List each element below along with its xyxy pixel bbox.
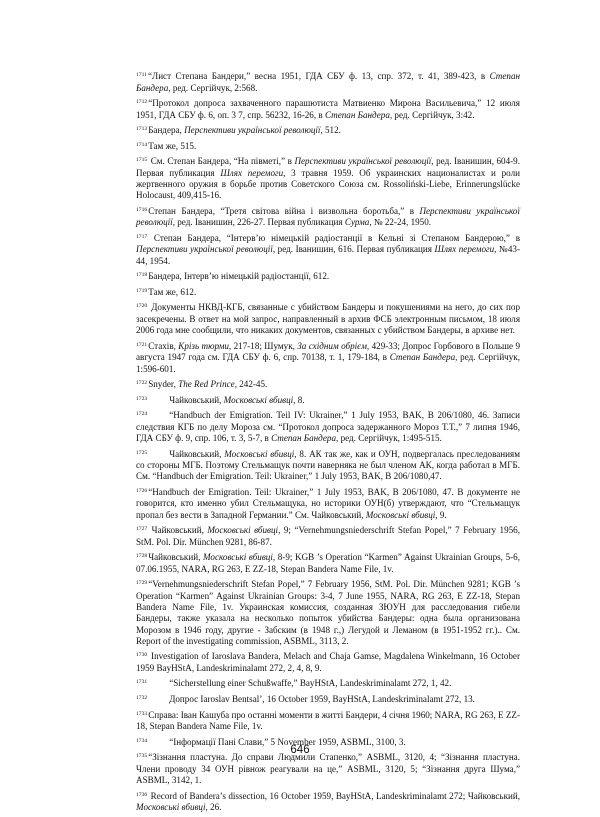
footnote-title-italic: Перспективи української революції, xyxy=(294,156,434,167)
footnote-text: 429-33; Допрос Горбового в Польше 9 августа 1947 года см. ГДА СБУ ф. 6, спр. 70138, т. 1, 179-184, в xyxy=(136,340,520,363)
footnote-text: №43-44, 1954. xyxy=(136,244,520,266)
footnote-1718 xyxy=(136,270,520,283)
footnote-text: ред. Сергійчук, 1:596-601. xyxy=(136,352,520,374)
footnote-1729 xyxy=(136,578,520,647)
footnote-text: № 22-24, 1950. xyxy=(371,217,432,228)
footnote-text: “Handbuch der Emigration. Teil: Ukrainer,” 1 July 1953, BAK, B 206/1080, 47. В документе не говорится, кто именно убил Стельмащука, но историки ОУН(б) утверждают, что “Стельмащук пропал без вести в Западной Германии.” См. Чайковський, xyxy=(136,487,520,520)
footnote-text: Чайковський, xyxy=(148,552,203,563)
footnote-1731 xyxy=(136,677,520,690)
footnote-number: 1718 xyxy=(136,272,148,279)
footnote-title-italic: Степан Бандера, xyxy=(271,433,339,444)
footnote-number: 1722 xyxy=(136,380,148,386)
footnote-title-italic: The Red Prince, xyxy=(178,379,237,390)
footnote-title-italic: Перспективи української революції, xyxy=(184,125,323,136)
footnote-text: “Vernehmungsniederschrift Stefan Popel,” 7 February 1956, StM. Pol. Dir. München 9281; KGB ’s Operation “Karmen” Against Ukrainian Groups: 3-4, 7 June 1955, NARA, RG 263, E ZZ-18, Stepan Bandera Name File, 1v. Украинская комиссия, созданная ЗЮУН для расследования гибели Бандеры, также указала на несколько попыток убийства Бандеры: одна была организована Морозом в 1946 году, другие - Забским (в 1948 г.,) Легудой и Леманом (в 1951-1952 гг.).. См. Report of the investigating commission, ASBML, 3113, 2. xyxy=(136,579,520,647)
footnote-text: 8. АК так же, как и ОУН, подвергалась преследованиям со стороны МГБ. Поэтому Стельмащук почти наверняка не был членом АК, когда работал в МГБ. См. “Handbuch der Emigration. Teil: Ukrainer,” 1 July 1953, BAK, B 206/1080,47. xyxy=(136,448,520,482)
footnote-text: 3 травня 1959. Об украинских националистах и роли жертвенного оружия в борьбе против Советского Союза см. Rossoliński-Liebe, Erinnerungslücke Holocaust, 409,415-16. xyxy=(136,167,520,201)
footnote-1732 xyxy=(136,693,520,706)
footnote-1728 xyxy=(136,551,520,575)
footnote-text: 9; “Vernehmungsniederschrift Stefan Popel,” 7 February 1956, StM. Pol. Dir. München 9281, 86-87. xyxy=(136,525,520,547)
footnote-title-italic: Степан Бандера, xyxy=(136,71,520,93)
footnote-text: Чайковський, xyxy=(169,394,224,405)
footnote-1711 xyxy=(136,70,520,94)
footnote-number: 1715 xyxy=(136,157,148,164)
footnote-text: 8-9; KGB ’s Operation “Karmen” Against Ukrainian Groups, 5-6, 07.06.1955, NARA, RG 263, E ZZ-18, Stepan Bandera Name File, 1v. xyxy=(136,552,520,574)
footnote-number: 1731 xyxy=(136,679,148,686)
footnote-title-italic: Перспективи української революції, xyxy=(136,206,520,228)
footnote-1724 xyxy=(136,409,520,444)
footnote-title-italic: Перспективи української революції, xyxy=(136,244,276,255)
footnote-title-italic: Московські вбивці, xyxy=(224,448,297,459)
footnote-number: 1733 xyxy=(136,710,148,717)
footnote-number: 1732 xyxy=(136,695,148,702)
footnote-text: “Зізнання пластуна. До справи Людмили Стапенко,” ASBML, 3120, 4; “Зізнання пластуна. Члени проводу 34 ОУН рівнож реагували на це,” ASBML, 3120, 5; “Зізнання друга Шума,” ASBML, 3142, 1. xyxy=(136,752,520,786)
footnote-text: Степан Бандера, “Третя світова війна і визвольна боротьба,” в xyxy=(148,206,420,217)
footnote-1727 xyxy=(136,524,520,548)
footnote-number: 1734 xyxy=(136,737,148,744)
footnote-text: Record of Bandera’s dissection, 16 October 1959, BayHStA, Landeskriminalamt 272; Чайковський, xyxy=(148,790,520,801)
page-number: 646 xyxy=(290,744,310,756)
footnote-text: ред. Сергійчук, 3:42. xyxy=(392,109,475,120)
footnote-title-italic: Степан Бандера, xyxy=(389,352,458,363)
footnote-text: 8. xyxy=(295,394,305,405)
footnote-title-italic: Московські вбивці, xyxy=(223,394,296,405)
footnote-number: 1716 xyxy=(136,206,148,213)
footnote-title-italic: Сурма, xyxy=(344,217,372,228)
footnote-text: Чайковський, xyxy=(148,525,208,536)
footnote-title-italic: Московські вбивці, xyxy=(207,525,281,536)
footnote-text: 9. xyxy=(437,509,447,520)
footnote-text: Snyder, xyxy=(148,379,179,390)
footnote-1736 xyxy=(136,790,520,814)
footnote-1714 xyxy=(136,140,520,153)
footnote-text: Бандера, Інтерв’ю німецькій радіостанції, 612. xyxy=(148,271,330,282)
footnote-text: Стахів, xyxy=(148,340,179,351)
footnote-text: 512. xyxy=(322,125,341,136)
footnote-text: Бандера, xyxy=(148,125,185,136)
footnote-text: “Handbuch der Emigration. Teil IV: Ukrainer,” 1 July 1953, BAK, B 206/1080, 46. Записи следствия КГБ по делу Мороза см. “Протокол допроса задержанного Мороз Т.Т.,” 7 липня 1946, ГДА СБУ ф. 9, спр. 106, т. 3, 5-7, в xyxy=(136,410,520,444)
footnote-number: 1725 xyxy=(136,449,148,456)
footnote-1719 xyxy=(136,286,520,299)
footnote-1722 xyxy=(136,378,520,391)
footnote-text: ред. Іванишин, 616. Первая публикация xyxy=(275,244,435,255)
footnote-1730 xyxy=(136,650,520,674)
footnote-text: ред. Сергійчук, 2:568. xyxy=(170,82,258,93)
footnote-text: Чайковський, xyxy=(169,448,225,459)
footnote-1733 xyxy=(136,709,520,733)
footnote-text: Документы НКВД-КГБ, связанные с убийством Бандеры и покушениями на него, до сих пор засекречены. В ответ на мой запрос, направленный в архив ФСБ электронным письмом, 18 июля 2006 года мне сообщили, что никаких документов, связанных с убийством Бандеры, в архиве нет. xyxy=(136,302,520,336)
footnote-text: ред. Сергійчук, 1:495-515. xyxy=(338,433,442,444)
footnote-title-italic: Степан Бандера, xyxy=(324,109,393,120)
footnote-number: 1712 xyxy=(136,98,148,105)
footnote-text: 242-45. xyxy=(236,379,268,390)
footnote-title-italic: Шлях перемоги, xyxy=(220,167,286,178)
footnote-text: Там же, 515. xyxy=(148,140,197,151)
footnote-text: Там же, 612. xyxy=(148,286,197,297)
footnote-text: “Протокол допроса захваченного парашютиста Матвиенко Мирона Васильевича,” 12 июля 1951, ГДА СБУ ф. 6, оп. 3 7, спр. 56232, 16-26, в xyxy=(136,98,520,120)
footnote-1717 xyxy=(136,232,520,267)
footnote-text: Investigation of Iaroslava Bandera, Melach and Chaja Gamse, Magdalena Winkelmann, 16 October 1959 BayHStA, Landeskriminalamt 272, 2, 4, 8, 9. xyxy=(136,651,520,673)
footnotes-list xyxy=(136,70,520,817)
footnote-1721 xyxy=(136,340,520,375)
footnote-text: ред. Іванишин, 604-9. Первая публикация xyxy=(136,156,521,178)
footnote-number: 1726 xyxy=(136,487,148,494)
footnote-1723 xyxy=(136,394,520,407)
footnote-text: Справа: Іван Кашуба про останні моменти в житті Бандери, 4 січня 1960; NARA, RG 263, E ZZ-18, Stepan Bandera Name File, 1v. xyxy=(136,709,520,732)
footnote-1735 xyxy=(136,751,520,786)
footnote-number: 1711 xyxy=(136,72,147,78)
footnote-1715 xyxy=(136,155,520,202)
footnote-number: 1721 xyxy=(136,341,148,348)
footnote-1712 xyxy=(136,97,520,121)
footnote-1716 xyxy=(136,205,520,229)
footnote-title-italic: За східним обрієм, xyxy=(297,340,370,351)
footnote-text: “Sicherstellung einer Schußwaffe,” BayHStA, Landeskriminalamt 272, 1, 42. xyxy=(169,678,452,689)
footnote-number: 1728 xyxy=(136,553,148,560)
footnote-number: 1735 xyxy=(136,753,148,760)
footnote-number: 1719 xyxy=(136,287,148,294)
footnote-text: “Лист Степана Бандери,” весна 1951, ГДА СБУ ф. 13, спр. 372, т. 41, 389-423, в xyxy=(147,71,490,82)
footnote-1725 xyxy=(136,448,520,483)
footnote-title-italic: Московські вбивці, xyxy=(365,509,438,520)
footnote-text: Степан Бандера, “Інтерв’ю німецькій радіостанції в Кельні зі Степаном Бандерою,” в xyxy=(148,233,520,243)
footnote-text: См. Степан Бандера, “На півметі,” в xyxy=(148,156,295,167)
footnote-number: 1729 xyxy=(136,580,148,587)
footnote-title-italic: Крізь тюрми, xyxy=(178,340,232,351)
footnote-text: 217-18; Шумук, xyxy=(231,340,298,351)
footnote-text: 26. xyxy=(207,802,222,813)
footnote-1720 xyxy=(136,301,520,336)
footnote-number: 1730 xyxy=(136,652,148,659)
footnote-number: 1720 xyxy=(136,303,148,310)
footnote-1713 xyxy=(136,124,520,137)
footnote-number: 1723 xyxy=(136,395,148,402)
footnote-title-italic: Московські вбивці, xyxy=(202,552,276,563)
footnote-number: 1714 xyxy=(136,141,148,148)
footnote-number: 1717 xyxy=(136,233,148,240)
footnote-number: 1724 xyxy=(136,411,148,418)
footnote-number: 1713 xyxy=(136,125,148,132)
footnote-text: “Інформації Пані Слави,” 5 November 1959, ASBML, 3100, 3. xyxy=(169,736,406,747)
footnote-title-italic: Московські вбивці, xyxy=(136,802,208,813)
footnote-number: 1727 xyxy=(136,526,148,533)
footnote-title-italic: Шлях перемоги, xyxy=(434,244,497,255)
footnote-text: Допрос Iaroslav Bentsal’, 16 October 1959, BayHStA, Landeskriminalamt 272, 13. xyxy=(169,694,475,705)
footnote-text: ред. Іванишин, 226-27. Первая публикация xyxy=(174,217,345,228)
footnote-number: 1736 xyxy=(136,791,148,798)
footnote-1726 xyxy=(136,486,520,521)
